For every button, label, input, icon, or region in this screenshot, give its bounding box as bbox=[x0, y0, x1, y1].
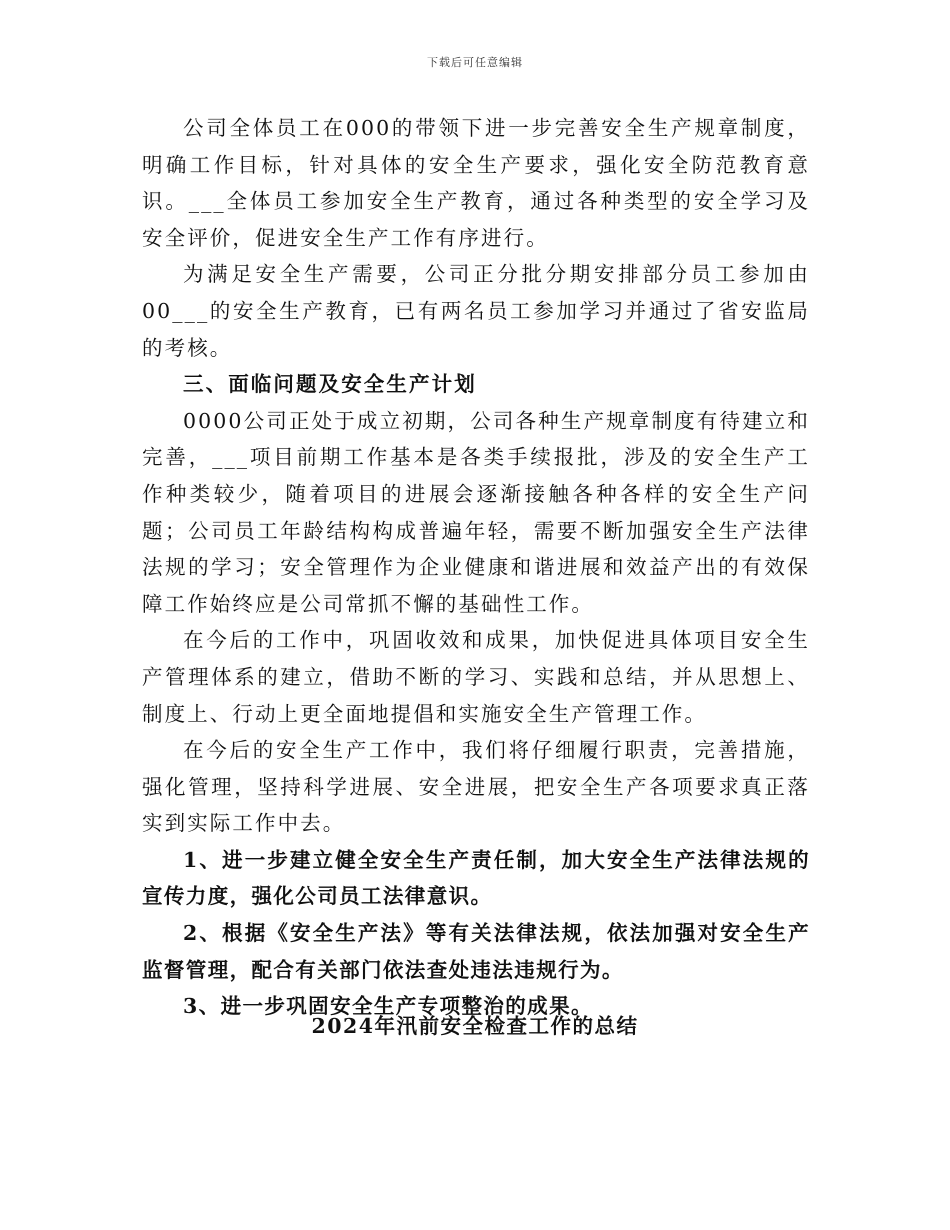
plan-item-2: 2、根据《安全生产法》等有关法律法规，依法加强对安全生产监督管理，配合有关部门依法查处违法违规行为。 bbox=[142, 921, 810, 982]
next-document-title: 2024年汛前安全检查工作的总结 bbox=[311, 1014, 639, 1038]
document-body bbox=[142, 110, 810, 1025]
page-header-note: 下载后可任意编辑 bbox=[427, 56, 523, 69]
paragraph-future-work: 在今后的工作中，巩固收效和成果，加快促进具体项目安全生产管理体系的建立，借助不断的学习、实践和总结，并从思想上、制度上、行动上更全面地提倡和实施安全生产管理工作。 bbox=[142, 628, 810, 726]
plan-item-1: 1、进一步建立健全安全生产责任制，加大安全生产法律法规的宣传力度，强化公司员工法律意识。 bbox=[142, 847, 810, 909]
paragraph-safety-education: 为满足安全生产需要，公司正分批分期安排部分员工参加由00___的安全生产教育，已有两名员工参加学习并通过了省安监局的考核。 bbox=[142, 262, 810, 360]
paragraph-safety-rules: 公司全体员工在000的带领下进一步完善安全生产规章制度，明确工作目标，针对具体的安全生产要求，强化安全防范教育意识。___全体员工参加安全生产教育，通过各种类型的安全学习及安全评价，促进安全生产工作有序进行。 bbox=[142, 116, 810, 250]
paragraph-current-problems: 0000公司正处于成立初期，公司各种生产规章制度有待建立和完善，___项目前期工作基本是各类手续报批，涉及的安全生产工作种类较少，随着项目的进展会逐渐接触各种各样的安全生产问题；公司员工年龄结构构成普遍年轻，需要不断加强安全生产法律法规的学习；安全管理作为企业健康和谐进展和效益产出的有效保障工作始终应是公司常抓不懈的基础性工作。 bbox=[142, 408, 810, 616]
paragraph-future-safety-work: 在今后的安全生产工作中，我们将仔细履行职责，完善措施，强化管理，坚持科学进展、安全进展，把安全生产各项要求真正落实到实际工作中去。 bbox=[142, 738, 810, 836]
section-heading-problems-plan: 三、面临问题及安全生产计划 bbox=[183, 372, 477, 397]
plan-item-3: 3、进一步巩固安全生产专项整治的成果。 bbox=[183, 994, 593, 1019]
